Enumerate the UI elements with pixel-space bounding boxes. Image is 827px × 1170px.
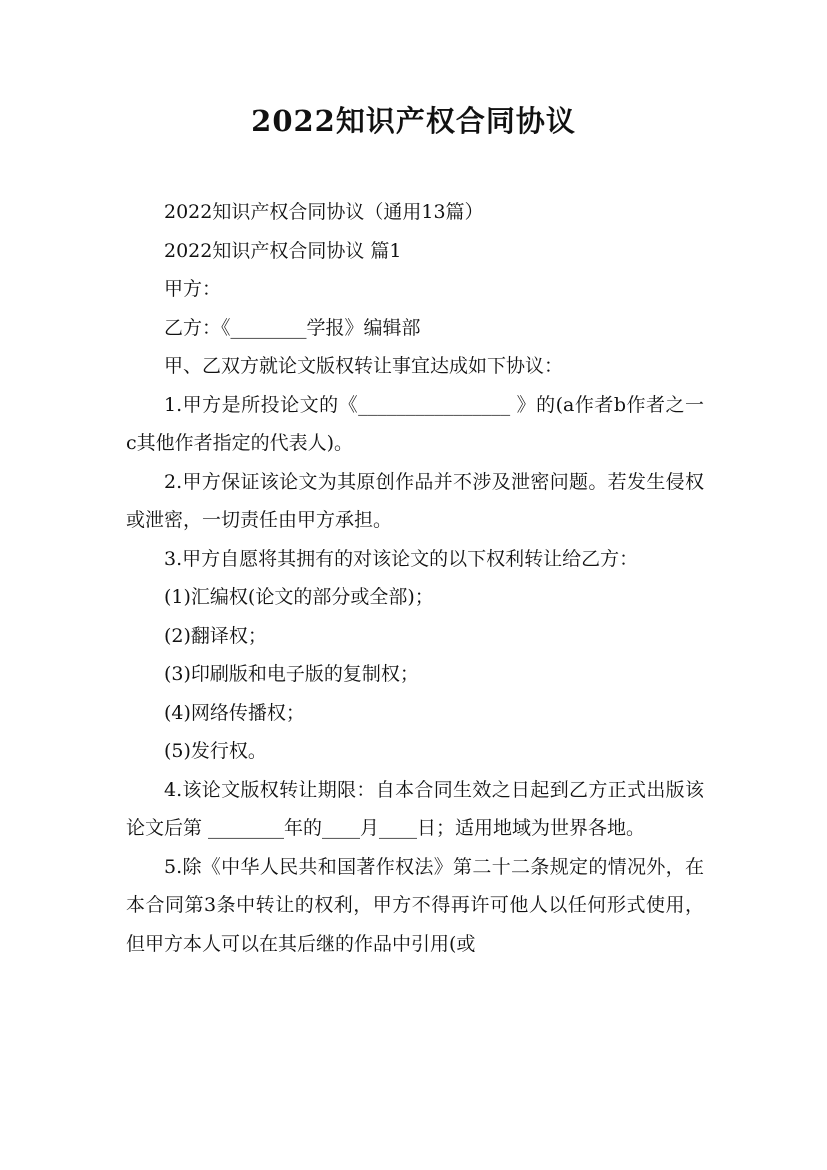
paragraph-section-heading: 2022知识产权合同协议 篇1 (164, 239, 402, 262)
paragraph-right-1: (1)汇编权(论文的部分或全部)； (164, 586, 434, 608)
document-body (126, 193, 704, 963)
paragraph-right-3: (3)印刷版和电子版的复制权； (164, 663, 419, 685)
paragraph-party-b: 乙方：《________学报》编辑部 (164, 316, 421, 339)
paragraph-clause-3: 3.甲方自愿将其拥有的对该论文的以下权利转让给乙方： (164, 547, 639, 570)
paragraph-clause-2: 2.甲方保证该论文为其原创作品并不涉及泄密问题。若发生侵权或泄密，一切责任由甲方承担。 (126, 470, 704, 531)
document-title: 2022知识产权合同协议 (251, 104, 576, 138)
paragraph-right-5: (5)发行权。 (164, 740, 267, 762)
paragraph-right-4: (4)网络传播权； (164, 701, 305, 724)
paragraph-intro: 甲、乙双方就论文版权转让事宜达成如下协议： (164, 355, 564, 377)
paragraph-right-2: (2)翻译权； (164, 624, 267, 647)
paragraph-clause-1: 1.甲方是所投论文的《________________ 》的(a作者b作者之一c其他作者指定的代表人)。 (126, 393, 704, 454)
paragraph-subtitle: 2022知识产权合同协议（通用13篇） (164, 201, 484, 223)
paragraph-clause-4: 4.该论文版权转让期限：自本合同生效之日起到乙方正式出版该论文后第 ________年的____月____日；适用地域为世界各地。 (126, 778, 704, 839)
paragraph-clause-5: 5.除《中华人民共和国著作权法》第二十二条规定的情况外，在本合同第3条中转让的权利，甲方不得再许可他人以任何形式使用，但甲方本人可以在其后继的作品中引用(或 (126, 855, 704, 955)
paragraph-party-a: 甲方： (164, 278, 222, 300)
